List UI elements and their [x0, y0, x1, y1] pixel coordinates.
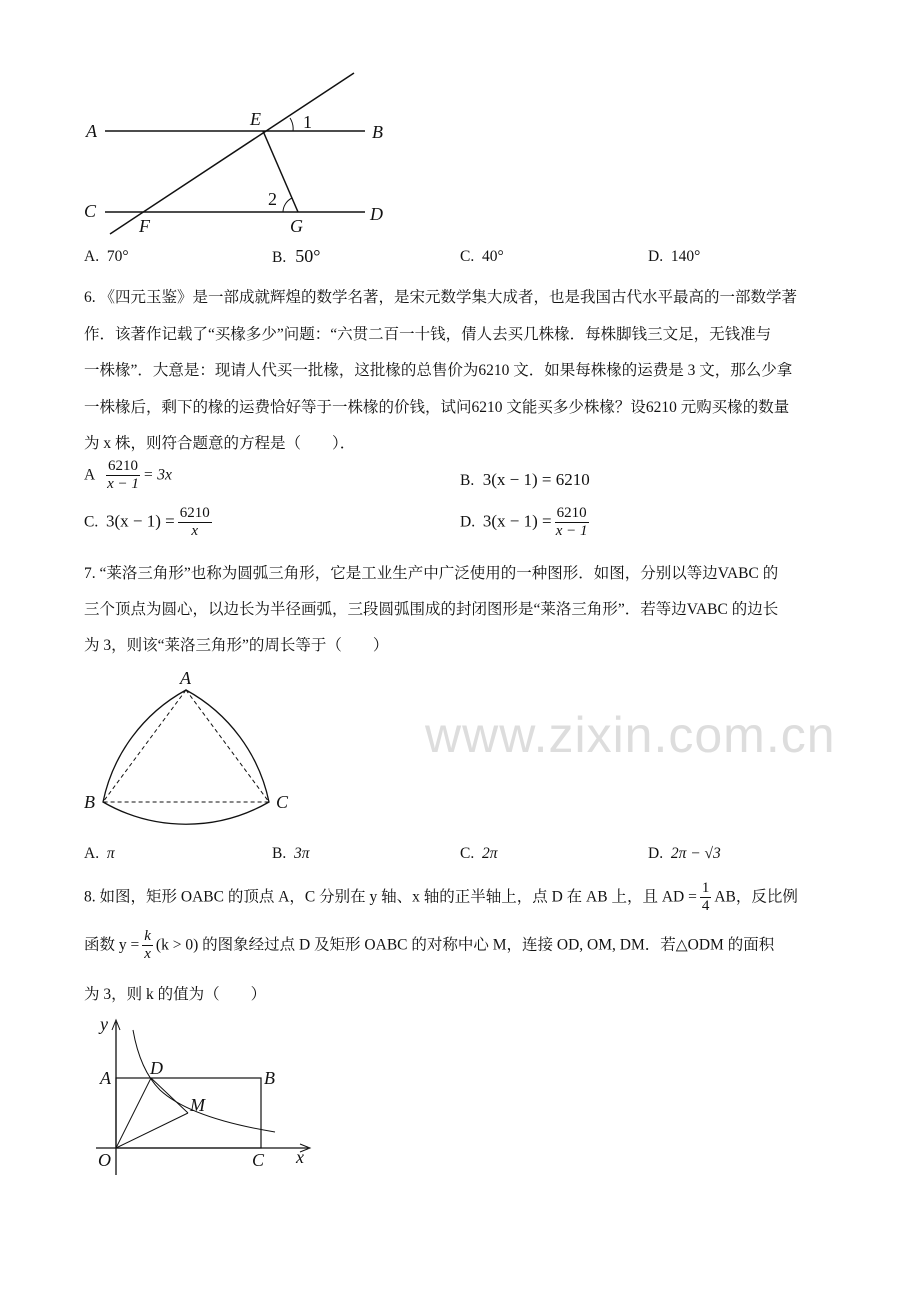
q8-text: 为 3，则 k 的值为（ ） — [84, 986, 267, 1003]
q7-text: 为 3，则该“莱洛三角形”的周长等于（ ） — [84, 637, 389, 654]
svg-text:C: C — [84, 201, 97, 221]
q6-text: 6. 《四元玉鉴》是一部成就辉煌的数学名著，是宋元数学集大成者，也是我国古代水平最高的一部数学著 — [84, 289, 798, 306]
svg-text:M: M — [190, 1095, 205, 1115]
q6-option-d[interactable]: D. 3(x − 1) = $\frac{6210}{x - 1}$ — [460, 505, 588, 540]
q6-option-c[interactable]: C. 3(x − 1) = $\frac{6210}{x}$ — [84, 505, 210, 540]
q7-option-a[interactable]: A. π — [84, 845, 115, 862]
q5-option-b[interactable]: B. 50° — [272, 246, 321, 266]
q6-text: 一株椽后，剩下的椽的运费恰好等于一株椽的价钱，试问6210 文能买多少株椽？设6210 元购买椽的数量 — [84, 399, 790, 416]
q8-text: 8. 如图，矩形 OABC 的顶点 A，C 分别在 y 轴、x 轴的正半轴上，点 D 在 AB 上，且 AD = $\frac{1}{4}$ AB，反比例 — [84, 880, 798, 915]
svg-text:A: A — [100, 1068, 111, 1088]
q6-text: 一株椽”．大意是：现请人代买一批椽，这批椽的总售价为6210 文．如果每株椽的运费是 3 文，那么少拿 — [84, 362, 793, 379]
q5-option-d[interactable]: D. 140° — [648, 248, 701, 265]
svg-text:x: x — [296, 1147, 304, 1167]
svg-text:O: O — [98, 1150, 111, 1170]
q6-text: 作．该著作记载了“买椽多少”问题：“六贯二百一十钱，倩人去买几株椽．每株脚钱三文足，无钱准与 — [84, 326, 772, 343]
svg-text:B: B — [372, 122, 383, 142]
q6-option-b[interactable]: B. 3(x − 1) = 6210 — [460, 470, 590, 489]
q7-option-d[interactable]: D. 2π − √3 — [648, 845, 721, 862]
svg-text:C: C — [252, 1150, 265, 1170]
svg-text:1: 1 — [303, 112, 312, 132]
q8-text: 函数 y = $\frac{k}{x}$ (k > 0) 的图象经过点 D 及矩形 OABC 的对称中心 M，连接 OD, OM, DM．若△ODM 的面积 — [84, 928, 775, 963]
svg-text:F: F — [139, 216, 150, 236]
svg-text:E: E — [250, 109, 261, 129]
svg-text:D: D — [150, 1058, 163, 1078]
q6-text: 为 x 株，则符合题意的方程是（ ）． — [84, 435, 356, 452]
label: A — [86, 121, 97, 141]
svg-text:B: B — [84, 792, 95, 812]
q7-option-c[interactable]: C. 2π — [460, 845, 498, 862]
watermark: www.zixin.com.cn — [425, 707, 836, 763]
q7-option-b[interactable]: B. 3π — [272, 845, 310, 862]
svg-text:2: 2 — [268, 189, 277, 209]
svg-text:y: y — [100, 1014, 108, 1034]
svg-text:A: A — [180, 668, 191, 688]
svg-text:G: G — [290, 216, 303, 236]
q6-option-a[interactable]: A $\frac{6210}{x - 1}$ = 3x — [84, 458, 172, 493]
q7-text: 7. “莱洛三角形”也称为圆弧三角形，它是工业生产中广泛使用的一种图形．如图，分别以等边VABC 的 — [84, 565, 779, 582]
svg-text:D: D — [370, 204, 383, 224]
svg-text:C: C — [276, 792, 289, 812]
svg-text:B: B — [264, 1068, 275, 1088]
q5-option-a[interactable]: A. 70° — [84, 248, 129, 265]
q7-text: 三个顶点为圆心，以边长为半径画弧，三段圆弧围成的封闭图形是“莱洛三角形”．若等边VABC 的边长 — [84, 601, 779, 618]
q5-option-c[interactable]: C. 40° — [460, 248, 504, 265]
